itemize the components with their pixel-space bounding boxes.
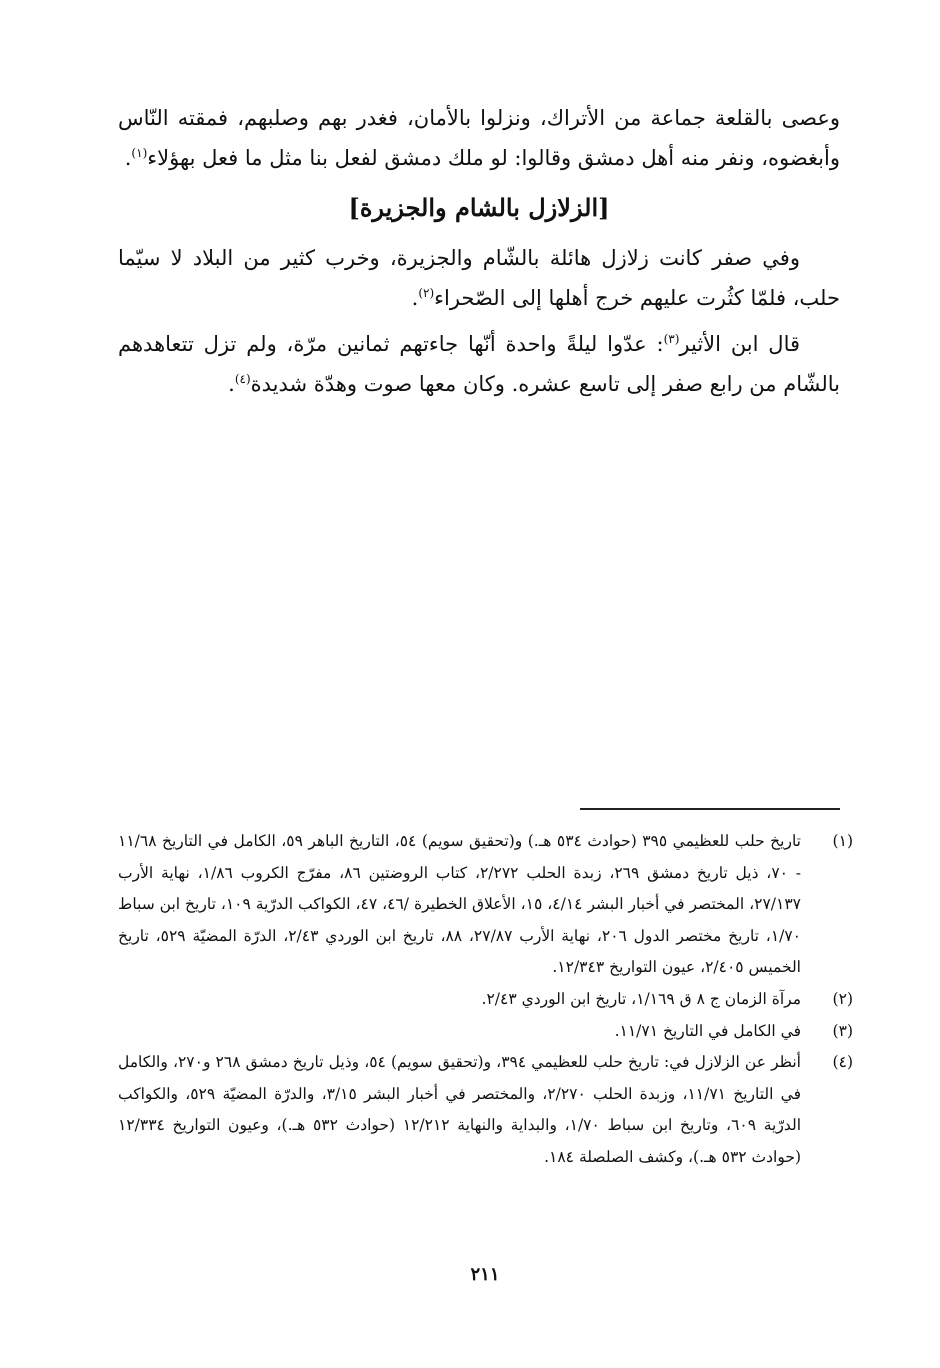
footnote-separator [580,808,840,810]
footnote-number: (٤) [832,1053,853,1072]
footnote-ref-4[interactable]: (٤) [234,372,251,386]
footnote-text: مرآة الزمان ج ٨ ق ١/١٦٩، تاريخ ابن الوردي ٢/٤٣. [481,989,801,1008]
main-text [118,98,840,404]
footnote-ref-2[interactable]: (٢) [418,286,435,300]
section-heading: [الزلازل بالشام والجزيرة] [348,193,610,222]
paragraph-3-text-b: : عدّوا ليلةً واحدة أنّها جاءتهم ثمانين مرّة، ولم تزل تتعاهدهم بالشّام من رابع صفر إلى تاسع عشره. وكان معها صوت وهدّة شديدة [118,332,840,396]
paragraph-1-text: وعصى بالقلعة جماعة من الأتراك، ونزلوا بالأمان، فغدر بهم وصلبهم، فمقته النّاس وأبغضوه، ونفر منه أهل دمشق وقالوا: لو ملك دمشق لفعل بنا مثل ما فعل بهؤلاء [118,106,840,170]
paragraph-2 [118,238,840,318]
footnotes [118,826,853,1174]
footnote-ref-3[interactable]: (٣) [663,332,680,346]
footnote-number: (١) [832,832,853,850]
paragraph-3-text-a: قال ابن الأثير [679,332,801,356]
paragraph-2-text: وفي صفر كانت زلازل هائلة بالشّام والجزيرة، وخرب كثير من البلاد لا سيّما حلب، فلمّا كثُرت عليهم خرج أهلها إلى الصّحراء [118,246,840,310]
footnote-ref-1[interactable]: (١) [131,146,148,160]
footnote-4 [118,1047,853,1173]
paragraph-1 [118,98,840,178]
footnote-2 [118,984,853,1016]
footnote-number: (٣) [832,1021,853,1040]
footnote-number: (٢) [832,989,853,1008]
paragraph-3-end: . [228,372,235,396]
paragraph-1-end: . [124,146,132,170]
paragraph-3 [118,324,840,404]
footnote-1 [118,826,853,984]
page-number: ٢١١ [470,1264,500,1285]
paragraph-2-end: . [411,286,419,310]
footnote-text: في الكامل في التاريخ ١١/٧١. [614,1021,801,1040]
footnote-text: أنظر عن الزلازل في: تاريخ حلب للعظيمي ٣٩٤، و(تحقيق سويم) ٥٤، وذيل تاريخ دمشق ٢٦٨ و٢٧٠، والكامل في التاريخ ١١/٧١، وزبدة الحلب ٢/٢٧٠، والمختصر في أخبار البشر ٣/١٥، والدرّة المضيّة ٥٢٩، والكواكب الدرّية ٦٠٩، وتاريخ ابن سباط ١/٧٠، والبداية والنهاية ١٢/٢١٢ (حوادث ٥٣٢ هـ.)، وعيون التواريخ ١٢/٣٣٤ (حوادث ٥٣٢ هـ.)، وكشف الصلصلة ١٨٤. [118,1053,802,1166]
footnote-text: تاريخ حلب للعظيمي ٣٩٥ (حوادث ٥٣٤ هـ.) و(تحقيق سويم) ٥٤، التاريخ الباهر ٥٩، الكامل في التاريخ ١١/٦٨ - ٧٠، ذيل تاريخ دمشق ٢٦٩، زبدة الحلب ٢/٢٧٢، كتاب الروضتين ٨٦، مفرّج الكروب ١/٨٦، نهاية الأرب ٢٧/١٣٧، المختصر في أخبار البشر ٤/١٤، ١٥، الأعلاق الخطيرة /٤٦، ٤٧، الكواكب الدرّية ١٠٩، تاريخ ابن سباط ١/٧٠، تاريخ مختصر الدول ٢٠٦، نهاية الأرب ٢٧/٨٧، ٨٨، تاريخ ابن الوردي ٢/٤٣، الدرّة المضيّة ٥٢٩، تاريخ الخميس ٢/٤٠٥، عيون التواريخ ١٢/٣٤٣. [118,832,802,977]
footnote-3 [118,1016,853,1048]
